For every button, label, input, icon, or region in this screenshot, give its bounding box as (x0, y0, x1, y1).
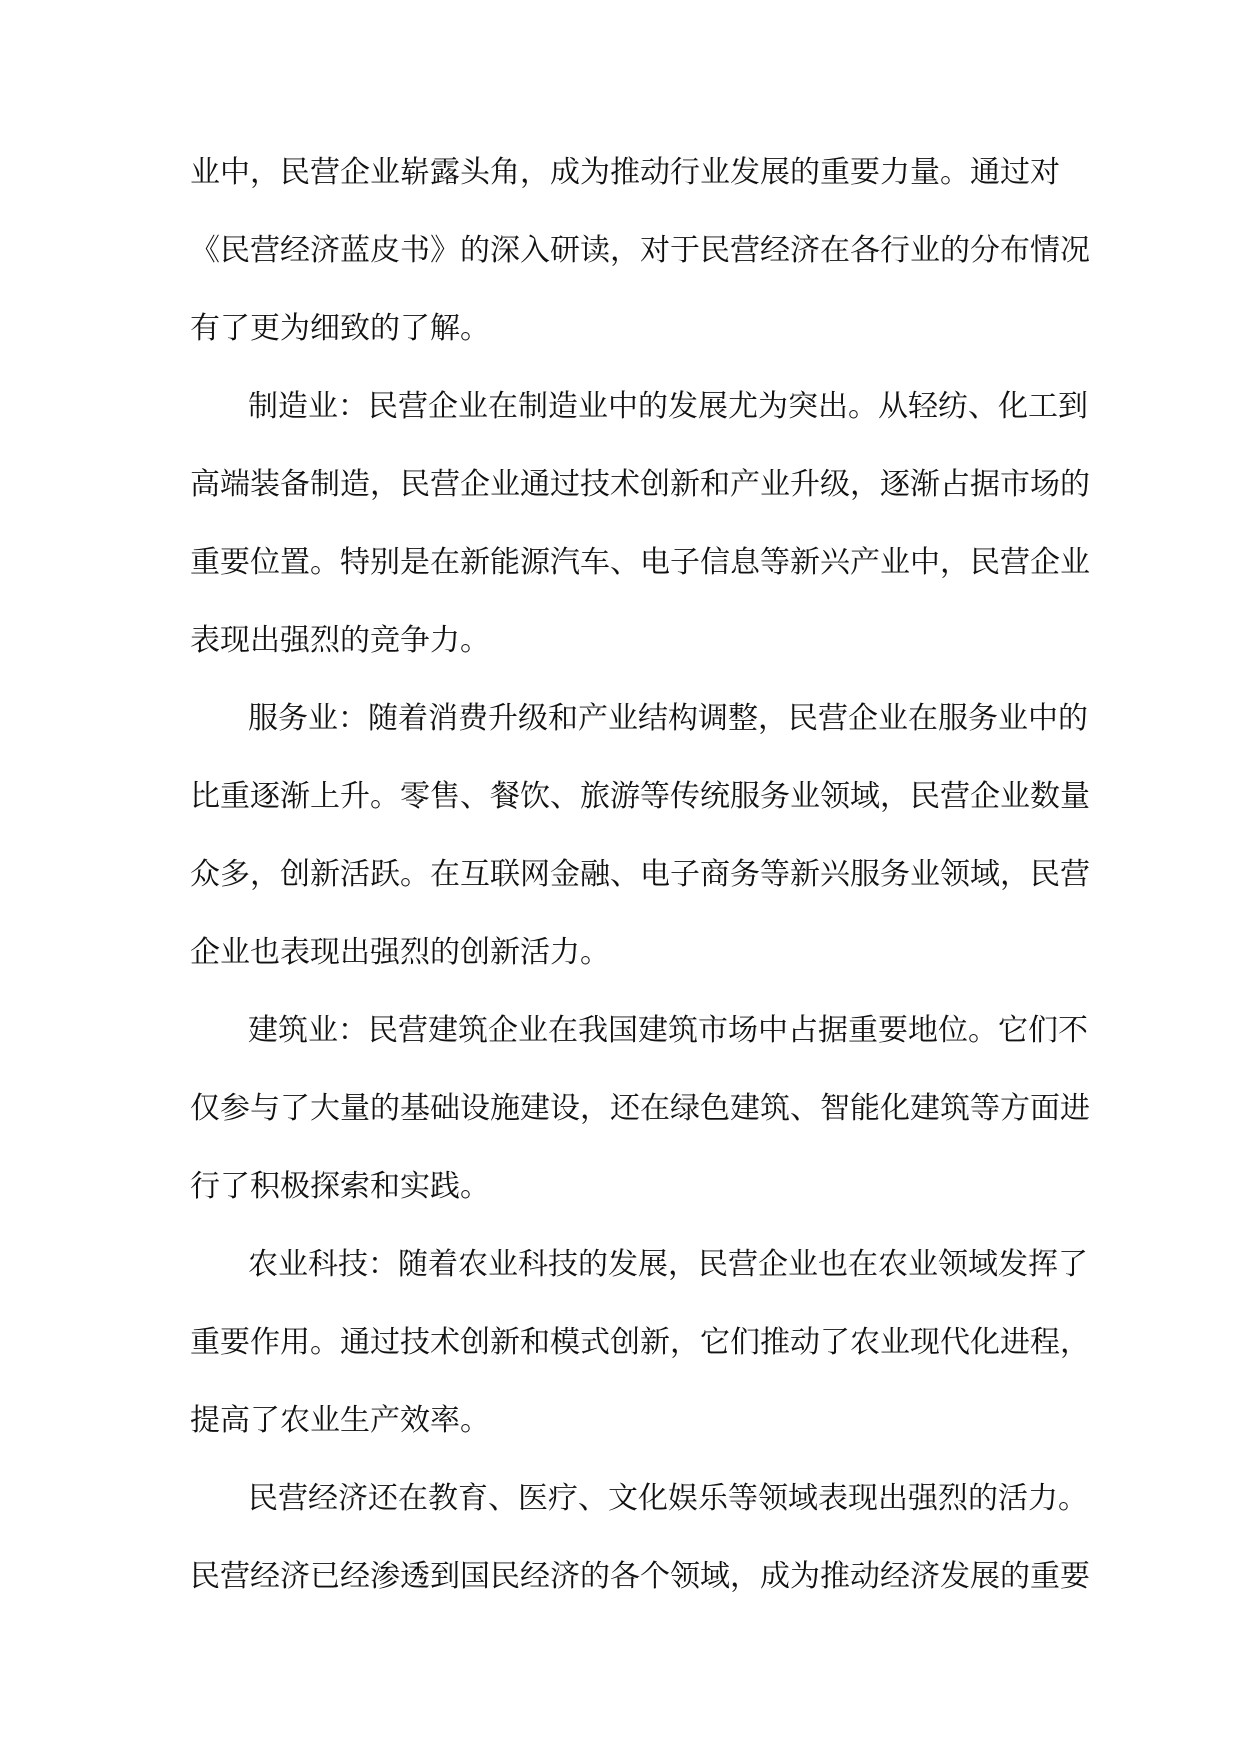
text-line: 行了积极探索和实践。 (190, 1169, 490, 1204)
paragraph-intro-continued (190, 138, 1090, 372)
paragraph-agri-tech (190, 1230, 1090, 1464)
text-line: 《民营经济蓝皮书》的深入研读，对于民营经济在各行业的分布情况 (190, 233, 1090, 268)
text-line: 比重逐渐上升。零售、餐饮、旅游等传统服务业领域，民营企业数量 (190, 779, 1090, 814)
text-line: 农业科技：随着农业科技的发展，民营企业也在农业领域发挥了 (248, 1247, 1088, 1282)
text-line: 服务业：随着消费升级和产业结构调整，民营企业在服务业中的 (248, 701, 1088, 736)
text-line: 表现出强烈的竞争力。 (190, 623, 490, 658)
text-line: 民营经济还在教育、医疗、文化娱乐等领域表现出强烈的活力。 (248, 1481, 1088, 1516)
paragraph-services (190, 684, 1090, 996)
text-line: 重要作用。通过技术创新和模式创新，它们推动了农业现代化进程， (190, 1325, 1090, 1360)
paragraph-construction (190, 996, 1090, 1230)
paragraph-other-fields (190, 1464, 1090, 1620)
text-line: 众多，创新活跃。在互联网金融、电子商务等新兴服务业领域，民营 (190, 857, 1090, 892)
text-line: 制造业：民营企业在制造业中的发展尤为突出。从轻纺、化工到 (248, 389, 1088, 424)
text-line: 有了更为细致的了解。 (190, 311, 490, 346)
text-line: 企业也表现出强烈的创新活力。 (190, 935, 610, 970)
text-line: 重要位置。特别是在新能源汽车、电子信息等新兴产业中，民营企业 (190, 545, 1090, 580)
text-line: 业中，民营企业崭露头角，成为推动行业发展的重要力量。通过对 (190, 155, 1060, 190)
text-line: 高端装备制造，民营企业通过技术创新和产业升级，逐渐占据市场的 (190, 467, 1090, 502)
paragraph-manufacturing (190, 372, 1090, 684)
text-line: 建筑业：民营建筑企业在我国建筑市场中占据重要地位。它们不 (248, 1013, 1088, 1048)
text-line: 民营经济已经渗透到国民经济的各个领域，成为推动经济发展的重要 (190, 1559, 1090, 1594)
text-line: 仅参与了大量的基础设施建设，还在绿色建筑、智能化建筑等方面进 (190, 1091, 1090, 1126)
text-line: 提高了农业生产效率。 (190, 1403, 490, 1438)
document-body (190, 138, 1090, 1620)
